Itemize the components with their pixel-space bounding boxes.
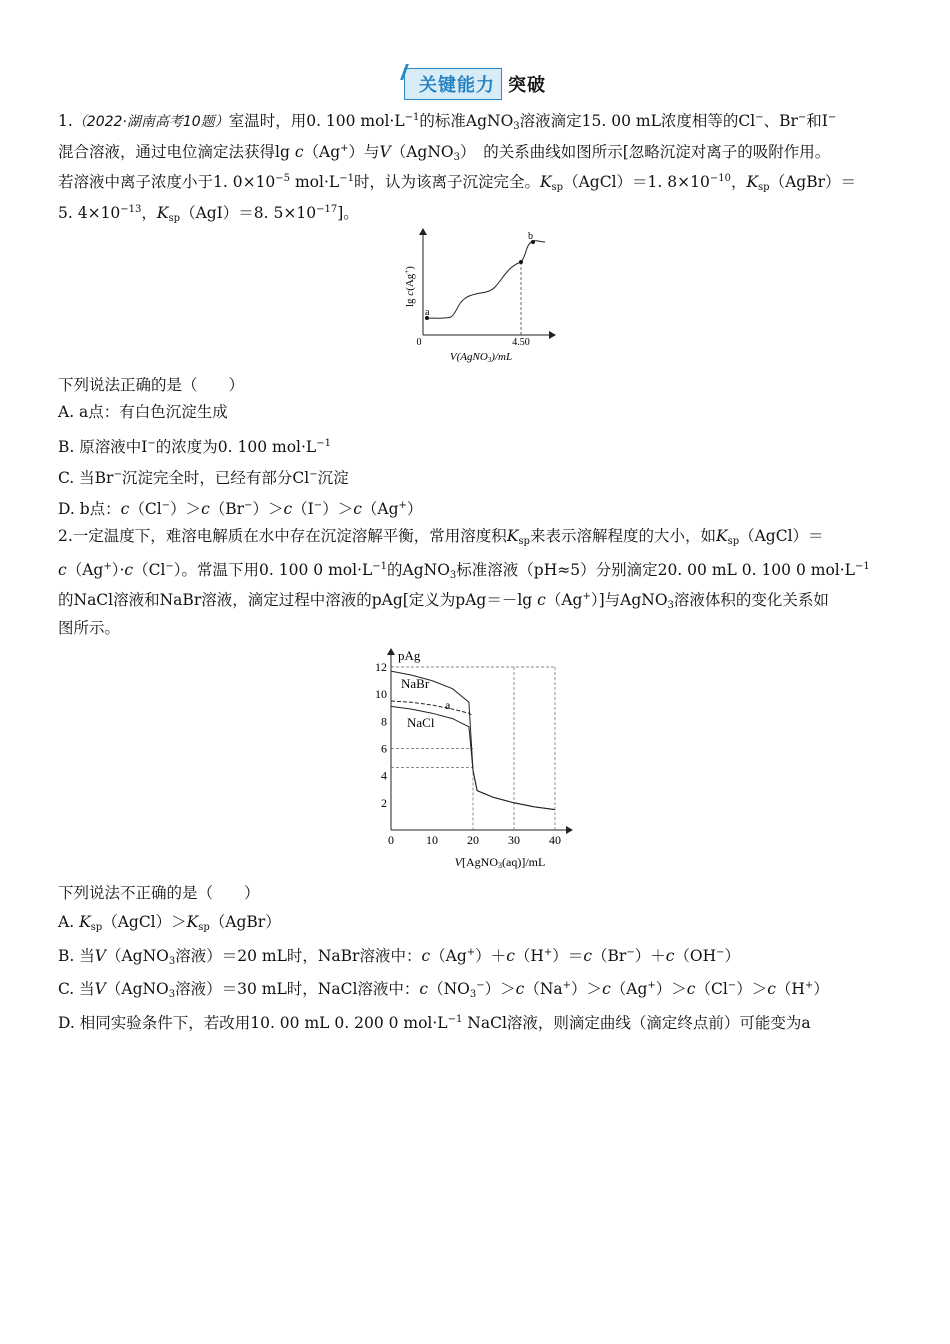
q2-label-a: a — [445, 698, 451, 712]
question-1 — [58, 103, 893, 225]
q2-ytick-4: 4 — [381, 768, 387, 783]
q1-line-2: 混合溶液，通过电位滴定法获得lg c（Ag+）与V（AgNO$_3$） 的关系曲线如图所示[忽略沉淀对离子的吸附作用。 — [58, 142, 831, 163]
q2-option-a[interactable]: A. $K_{sp}(AgCl)>K_{sp}(AgBr)$ — [58, 913, 281, 933]
q1-equivalence-point — [519, 260, 523, 264]
q2-xtick-30: 30 — [508, 833, 520, 847]
q2-label-nabr: NaBr — [401, 676, 430, 691]
q1-titration-curve — [426, 241, 545, 319]
q1-line-4: 5. $4\times 10^{-13}$，$K_{sp}(AgI)=8$. $5\times 10^{-17}$]。 — [58, 203, 359, 224]
q2-line-4: 图所示。 — [58, 618, 121, 637]
q1-chart-svg — [395, 225, 565, 365]
q2-line-3: 的NaCl溶液和NaBr溶液，滴定过程中溶液的pAg[定义为pAg＝－lg c（Ag+）]与AgNO$_3$溶液体积的变化关系如 — [58, 591, 829, 611]
badge-label: 关键能力 — [404, 68, 502, 100]
q2-ylabel: pAg — [398, 648, 421, 663]
q1-ylabel: lg c(Ag+) — [403, 266, 416, 307]
q2-figure — [358, 645, 588, 879]
q2-chart-svg — [358, 645, 588, 875]
q1-option-b[interactable]: B. 原溶液中I−的浓度为0. 100 $mol\cdot L^{-1}$ — [58, 438, 331, 456]
q2-line-2: c（Ag+）·c（Cl−）。常温下用0. 100 0 $mol\cdot L^{-1}$的AgNO$_3$标准溶液（pH≈5）分别滴定20. 00 mL 0. 100 0 $mol\cdot L^{-1}$ — [58, 560, 870, 581]
q1-label-a: a — [425, 307, 430, 318]
q1-option-a[interactable]: A. a点：有白色沉淀生成 — [58, 403, 228, 421]
q1-option-d[interactable]: D. b点：c（Cl−）＞c（Br−）＞c（I−）＞c（Ag+） — [58, 500, 423, 518]
q2-xtick-20: 20 — [467, 833, 479, 847]
q1-xlabel: V(AgNO3)/mL — [449, 351, 513, 364]
q2-xtick-10: 10 — [426, 833, 438, 847]
q1-line-1: 1.（2022·湖南高考10题）室温时，用0. 100 $mol\cdot L^{-1}$的标准AgNO$_3$溶液滴定15. 00 mL浓度相等的Cl−、Br−和I− — [58, 112, 837, 132]
q2-line-1: 2.一定温度下，难溶电解质在水中存在沉淀溶解平衡，常用溶度积$K_{sp}$来表示溶解程度的大小，如$K_{sp}(AgCl)=$ — [58, 527, 824, 547]
q2-xtick-0: 0 — [388, 833, 394, 847]
q2-xtick-40: 40 — [549, 833, 561, 847]
section-header — [0, 68, 950, 100]
q2-ytick-6: 6 — [381, 741, 387, 756]
q1-tick-0: 0 — [416, 337, 422, 348]
q2-ytick-12: 12 — [375, 660, 387, 674]
q2-xlabel: V[AgNO3(aq)]/mL — [454, 855, 546, 870]
badge-suffix: 突破 — [508, 75, 546, 96]
q2-ytick-8: 8 — [381, 714, 387, 729]
q2-option-c[interactable]: C. 当V（AgNO$_3$溶液）＝30 mL时，NaCl溶液中：$c(NO_3^-)>c(Na^+)>c(Ag^+)>c(Cl^-)>c(H^+)$ — [58, 980, 829, 1000]
q1-option-c[interactable]: C. 当Br−沉淀完全时，已经有部分Cl−沉淀 — [58, 469, 349, 487]
q1-figure — [395, 225, 565, 369]
q2-option-d[interactable]: D. 相同实验条件下，若改用10. 00 mL 0. 200 0 $mol\cdot L^{-1}$ NaCl溶液，则滴定曲线（滴定终点前）可能变为a — [58, 1014, 811, 1032]
q1-label-b: b — [528, 231, 533, 242]
key-ability-badge — [404, 68, 546, 100]
q2-ytick-10: 10 — [375, 687, 387, 702]
q2-ytick-2: 2 — [381, 795, 387, 810]
q2-prompt: 下列说法不正确的是（ ） — [58, 884, 260, 902]
question-2 — [58, 521, 893, 643]
q2-option-b[interactable]: B. 当V（AgNO$_3$溶液）＝20 mL时，NaBr溶液中：c（Ag+）＋c（H+）＝c（Br−）＋c（OH−） — [58, 947, 741, 967]
q2-label-nacl: NaCl — [407, 715, 435, 730]
q1-line-3: 若溶液中离子浓度小于1. $0\times 10^{-5}$ $mol\cdot L^{-1}$时，认为该离子沉淀完全。$K_{sp}(AgCl)=1$. $8\times 10^{-10}$，$K_{sp}(AgBr)=$ — [58, 173, 857, 193]
q1-prompt: 下列说法正确的是（ ） — [58, 376, 245, 394]
q1-tick-450: 4.50 — [512, 337, 530, 348]
